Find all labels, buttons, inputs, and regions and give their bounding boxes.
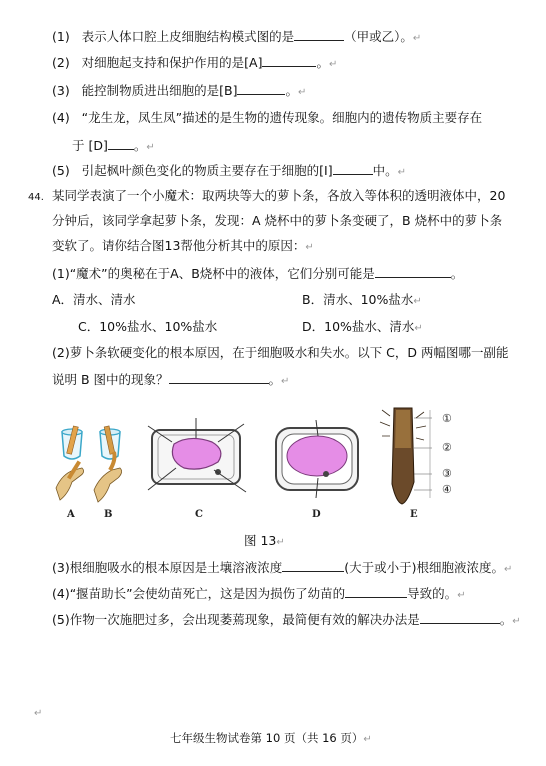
hand-a-illustration: [56, 460, 84, 500]
question-tail: 。: [450, 266, 464, 281]
root-tip-illustration: [380, 408, 432, 504]
region-marker-2: ②: [442, 441, 452, 454]
return-mark-icon: ↵: [281, 376, 290, 387]
q44-intro-line-3: [52, 237, 314, 257]
q44-sub-1: [52, 264, 463, 283]
cell-d-illustration: [276, 420, 358, 498]
return-mark-icon: ↵: [414, 323, 423, 334]
item-number: (3): [52, 83, 70, 98]
item-number: (1): [52, 29, 70, 44]
return-mark-icon: ↵: [512, 616, 521, 627]
region-marker-1: ①: [442, 412, 452, 425]
question-text: 能控制物质进出细胞的是[B]: [81, 83, 238, 98]
question-tail: 。: [268, 372, 282, 387]
region-marker-4: ④: [442, 483, 452, 496]
question-text: 变软了。请你结合图13帮他分析其中的原因：: [52, 238, 306, 253]
item-number: (2): [52, 55, 70, 70]
question-text: (3)根细胞吸水的根本原因是土壤溶液浓度: [52, 560, 283, 575]
answer-blank[interactable]: [169, 370, 269, 384]
figure-caption: [244, 531, 285, 549]
option-text: D．10%盐水、清水: [302, 319, 415, 334]
answer-blank[interactable]: [108, 136, 134, 150]
option-a[interactable]: A．清水、清水: [52, 292, 136, 307]
return-mark-icon: ↵: [146, 142, 155, 153]
item-number: (4): [52, 110, 70, 125]
return-mark-icon: ↵: [328, 59, 338, 70]
question-tail: （甲或乙）。: [344, 29, 413, 44]
return-mark-icon: ↵: [276, 537, 285, 548]
return-mark-icon: ↵: [305, 242, 314, 253]
beaker-b-illustration: [100, 426, 120, 459]
q44-intro-line-1: 某同学表演了一个小魔术：取两块等大的萝卜条，各放入等体积的透明液体中，20: [52, 188, 506, 203]
return-mark-icon: ↵: [413, 296, 422, 307]
answer-blank[interactable]: [375, 264, 451, 278]
figure-label-e: E: [410, 509, 418, 520]
cell-c-illustration: [148, 418, 246, 492]
option-text: B．清水、10%盐水: [302, 292, 414, 307]
figure-label-a: A: [67, 509, 75, 520]
return-mark-icon: ↵: [457, 590, 466, 601]
answer-blank[interactable]: [262, 53, 316, 67]
q44-number: 44.: [28, 192, 44, 203]
figure-13: [50, 398, 470, 528]
return-mark-icon: ↵: [34, 708, 43, 719]
question-text: (5)作物一次施肥过多，会出现萎蔫现象，最简便有效的解决办法是: [52, 612, 420, 627]
option-c[interactable]: C．10%盐水、10%盐水: [78, 319, 218, 334]
question-text: 表示人体口腔上皮细胞结构模式图的是: [81, 29, 295, 44]
question-text: “龙生龙，凤生凤”描述的是生物的遗传现象。细胞内的遗传物质主要存在: [81, 110, 483, 125]
return-mark-icon: ↵: [412, 33, 422, 44]
region-marker-3: ③: [442, 467, 452, 480]
figure-label-c: C: [195, 509, 203, 520]
q44-intro-line-2: 分钟后，该同学拿起萝卜条，发现：A 烧杯中的萝卜条变硬了，B 烧杯中的萝卜条: [52, 213, 503, 228]
q44-sub-2-line-1: (2)萝卜条软硬变化的根本原因，在于细胞吸水和失水。以下 C，D 两幅图哪一副能: [52, 345, 509, 360]
answer-blank[interactable]: [237, 81, 285, 95]
answer-blank[interactable]: [345, 584, 407, 598]
answer-blank[interactable]: [294, 27, 344, 41]
return-mark-icon: ↵: [298, 87, 307, 98]
question-text: (4)“揠苗助长”会使幼苗死亡，这是因为损伤了幼苗的: [52, 586, 346, 601]
question-text: 引起枫叶颜色变化的物质主要存在于细胞的[I]: [81, 163, 333, 178]
footer-text: 七年级生物试卷第 10 页（共 16 页）: [170, 731, 364, 745]
figure-label-d: D: [312, 509, 321, 520]
question-tail: (大于或小于)根细胞液浓度。: [344, 560, 504, 575]
question-tail: 。: [499, 612, 513, 627]
return-mark-icon: ↵: [397, 167, 406, 178]
q44-sub-2-line-2: [52, 370, 289, 391]
return-mark-icon: ↵: [363, 734, 372, 745]
question-text: (1)“魔术”的奥秘在于A、B烧杯中的液体，它们分别可能是: [52, 266, 375, 281]
q43-item-4-cont: [72, 136, 155, 157]
q44-sub-3: [52, 558, 512, 579]
answer-blank[interactable]: [282, 558, 344, 572]
option-b[interactable]: [302, 291, 422, 311]
question-tail: 。: [316, 55, 329, 70]
figure-label-b: B: [104, 509, 113, 520]
question-tail: 中。: [372, 163, 398, 178]
q43-item-4: [52, 109, 482, 127]
caption-text: 图 13: [244, 533, 277, 548]
answer-blank[interactable]: [420, 610, 500, 624]
page-footer: [170, 730, 372, 746]
q44-sub-4: [52, 584, 466, 605]
q43-item-2: [52, 53, 337, 74]
question-text: 说明 B 图中的现象？: [52, 372, 169, 387]
q43-item-3: [52, 81, 306, 102]
q43-item-5: [52, 161, 406, 182]
q44-sub-5: [52, 610, 521, 631]
item-number: (5): [52, 163, 70, 178]
question-text: 于 [D]: [72, 138, 108, 153]
question-tail: 。: [285, 83, 298, 98]
option-d[interactable]: [302, 318, 423, 338]
return-mark-icon: ↵: [503, 564, 513, 575]
answer-blank[interactable]: [333, 161, 373, 175]
q43-item-1: [52, 27, 421, 48]
question-text: 对细胞起支持和保护作用的是[A]: [81, 55, 263, 70]
question-tail: 。: [133, 138, 147, 153]
question-tail: 导致的。: [407, 586, 458, 601]
beaker-a-illustration: [62, 426, 82, 459]
